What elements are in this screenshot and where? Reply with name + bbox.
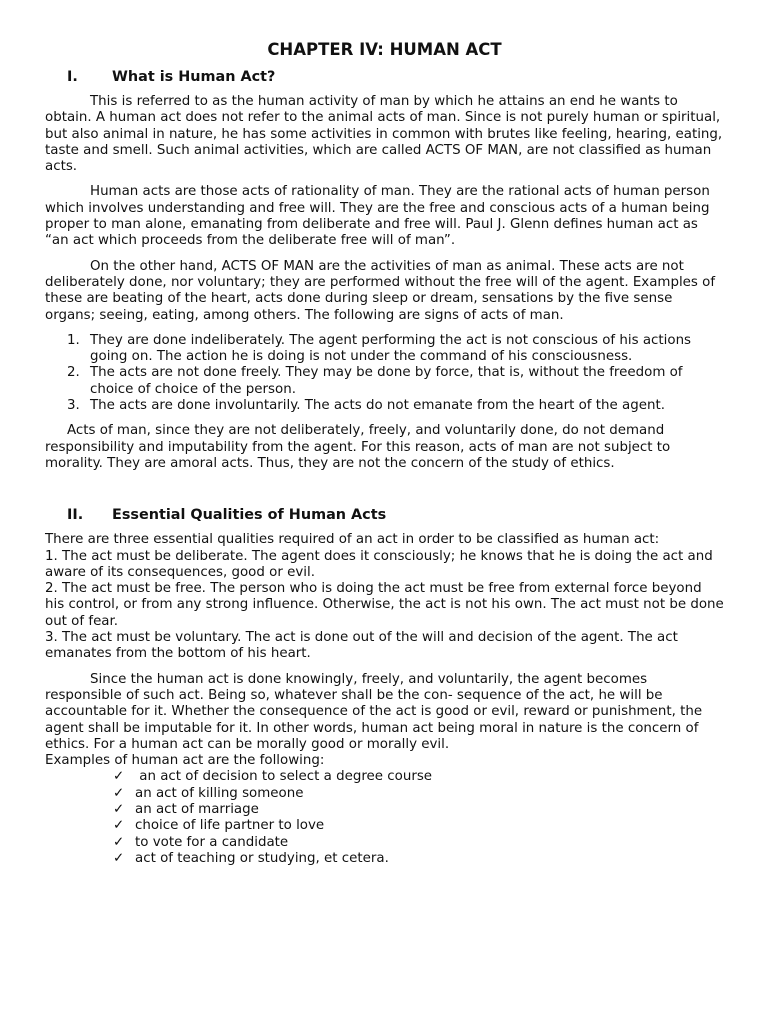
checkmark-icon: ✓ bbox=[113, 850, 125, 866]
signs-list bbox=[45, 333, 724, 414]
list-item-text: They are done indeliberately. The agent performing the act is not conscious of his actions going on. The action he is doing is not under the command of his consciousness. bbox=[90, 332, 692, 365]
section-1-title: What is Human Act? bbox=[112, 69, 276, 85]
quality-2: 2. The act must be free. The person who is doing the act must be free from external force beyond his control, or from any strong influence. Otherwise, the act is not his own. The act must not be done out of fear. bbox=[45, 581, 724, 629]
list-item bbox=[45, 769, 724, 785]
list-item-text: an act of decision to select a degree course bbox=[135, 769, 433, 785]
list-item bbox=[45, 851, 724, 867]
list-item-text: an act of killing someone bbox=[135, 785, 304, 801]
checkmark-icon: ✓ bbox=[113, 818, 125, 834]
section-2-heading bbox=[45, 506, 724, 524]
checkmark-icon: ✓ bbox=[113, 769, 125, 785]
section-1-number: I. bbox=[67, 69, 78, 85]
list-item-text: act of teaching or studying, et cetera. bbox=[135, 850, 389, 866]
list-item bbox=[45, 398, 724, 414]
list-item bbox=[45, 365, 724, 398]
paragraph-5: Since the human act is done knowingly, freely, and voluntarily, the agent becomes responsible of such act. Being so, whatever shall be the con- sequence of the act, he will be accountable for it. Whether the consequence of the act is good or evil, reward or punishment, the agent shall be imputable for it. In other words, human act being moral in nature is the concern of ethics. For a human act can be morally good or morally evil. bbox=[45, 671, 703, 752]
quality-1: 1. The act must be deliberate. The agent does it consciously; he knows that he is doing the act and aware of its consequences, good or evil. bbox=[45, 548, 713, 580]
list-item bbox=[45, 802, 724, 818]
paragraph-1: This is referred to as the human activity of man by which he attains an end he wants to obtain. A human act does not refer to the animal acts of man. Since is not purely human or spiritual, but also animal in nature, he has some activities in common with brutes like feeling, hearing, eating, taste and smell. Such animal activities, which are called ACTS OF MAN, are not classified as human acts. bbox=[45, 94, 723, 175]
list-item-text: The acts are not done freely. They may be done by force, that is, without the freedom of choice of choice of the person. bbox=[90, 365, 683, 397]
list-item-text: to vote for a candidate bbox=[135, 834, 289, 850]
section-2-title: Essential Qualities of Human Acts bbox=[112, 507, 387, 524]
list-item-number: 2. bbox=[67, 365, 80, 381]
chapter-title: CHAPTER IV: HUMAN ACT bbox=[267, 40, 502, 59]
paragraph-3: On the other hand, ACTS OF MAN are the activities of man as animal. These acts are not deliberately done, nor voluntary; they are performed without the free will of the agent. Examples of these are beating of the heart, acts done during sleep or dream, sensations by the five sense organs; seeing, eating, among others. The following are signs of acts of man. bbox=[45, 258, 716, 323]
list-item-text: choice of life partner to love bbox=[135, 818, 325, 834]
list-item bbox=[45, 835, 724, 851]
list-item-text: The acts are done involuntarily. The acts do not emanate from the heart of the agent. bbox=[90, 398, 665, 414]
section-2-number: II. bbox=[67, 507, 84, 524]
qualities-intro: There are three essential qualities required of an act in order to be classified as human act: bbox=[45, 532, 660, 548]
paragraph-2: Human acts are those acts of rationality of man. They are the rational acts of human person which involves understanding and free will. They are the free and conscious acts of a human being proper to man alone, emanating from deliberate and free will. Paul J. Glenn defines human act as “an act which proceeds from the deliberate free will of man”. bbox=[45, 184, 710, 249]
checkmark-icon: ✓ bbox=[113, 801, 125, 817]
checkmark-icon: ✓ bbox=[113, 834, 125, 850]
checkmark-icon: ✓ bbox=[113, 785, 125, 801]
list-item-number: 1. bbox=[67, 332, 80, 348]
list-item-text: an act of marriage bbox=[135, 801, 259, 817]
list-item bbox=[45, 786, 724, 802]
examples-list bbox=[45, 769, 724, 867]
list-item bbox=[45, 818, 724, 834]
quality-3: 3. The act must be voluntary. The act is done out of the will and decision of the agent. The act emanates from the bottom of his heart. bbox=[45, 630, 678, 662]
list-item bbox=[45, 333, 724, 366]
examples-intro: Examples of human act are the following: bbox=[45, 753, 325, 769]
paragraph-4: Acts of man, since they are not deliberately, freely, and voluntarily done, do not demand responsibility and imputability from the agent. For this reason, acts of man are not subject to morality. They are amoral acts. Thus, they are not the concern of the study of ethics. bbox=[45, 423, 671, 471]
section-1-heading bbox=[45, 68, 724, 86]
list-item-number: 3. bbox=[67, 398, 80, 414]
